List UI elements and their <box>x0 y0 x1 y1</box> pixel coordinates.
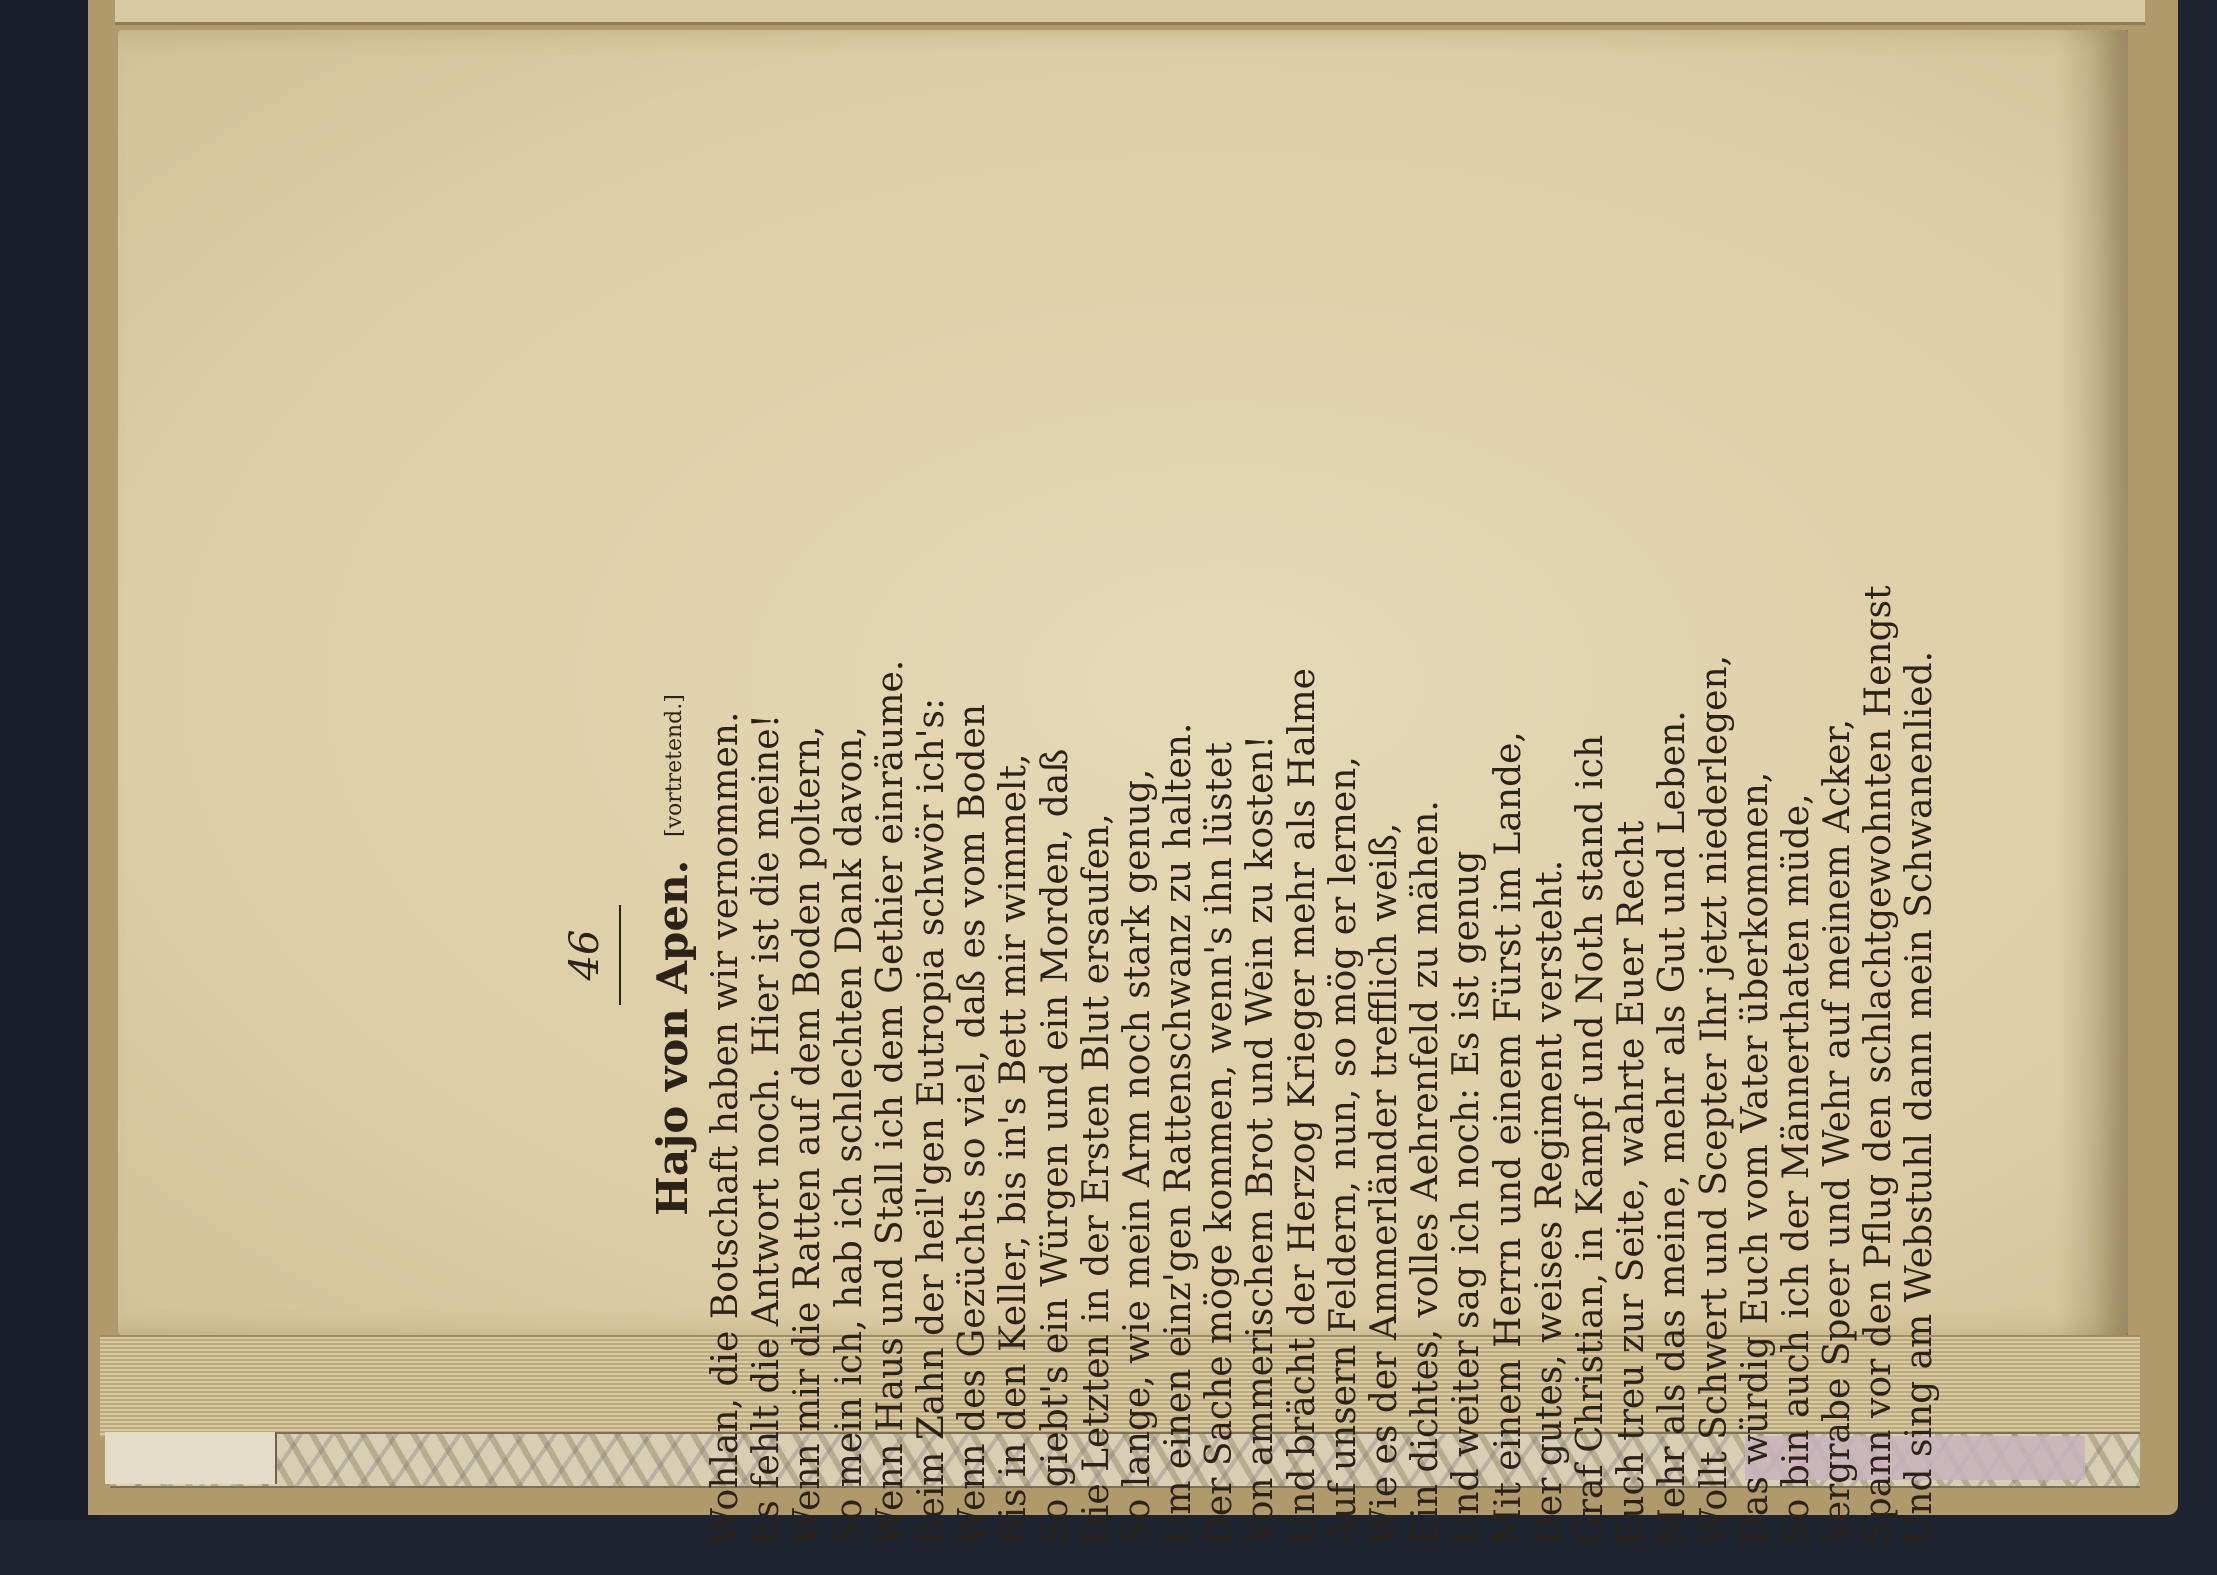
verse-line: Das würdig Euch vom Vater überkommen, <box>1734 771 1776 1545</box>
verse-list <box>705 345 1941 1545</box>
gutter-shadow <box>2058 30 2128 1335</box>
verse-line: Mit einem Herrn und einem Fürst im Lande, <box>1487 731 1529 1545</box>
verse-line: Euch treu zur Seite, wahrte Euer Recht <box>1611 820 1653 1545</box>
speaker-heading <box>645 335 701 1575</box>
speaker-name: Hajo von Apen. <box>648 859 697 1216</box>
verse-line: Und sing am Webstuhl dann mein Schwanenlied. <box>1899 650 1941 1545</box>
verse-line: Graf Christian, in Kampf und Noth stand ich <box>1569 734 1611 1545</box>
verse-line: Wenn mir die Ratten auf dem Boden poltern, <box>787 725 829 1545</box>
verse-line: Der gutes, weises Regiment versteht. <box>1528 859 1570 1545</box>
endpaper-corner <box>105 1432 277 1484</box>
verse-line: Wohlan, die Botschaft haben wir vernommen. <box>705 711 746 1545</box>
verse-line: Vergrabe Speer und Wehr auf meinem Acker, <box>1817 718 1859 1545</box>
verse-line: Es fehlt die Antwort noch. Hier ist die meine! <box>746 713 788 1545</box>
verse-line: Um einen einz'gen Rattenschwanz zu halten. <box>1158 722 1200 1545</box>
rotated-text-block <box>555 335 1985 1575</box>
verse-line: Wenn Haus und Stall ich dem Gethier einräume. <box>869 659 911 1545</box>
verse-line: Auf unsern Feldern, nun, so mög er lernen, <box>1322 756 1364 1545</box>
verse-line: So bin auch ich der Männerthaten müde, <box>1775 793 1817 1545</box>
verse-line: Wollt Schwert und Scepter Ihr jetzt niederlegen, <box>1693 654 1735 1545</box>
page-number: 46 <box>562 929 608 981</box>
verse-line: Bis in den Keller, bis in's Bett mir wimmelt, <box>993 753 1035 1545</box>
book-cover-edge <box>0 0 100 1520</box>
verse-line: Die Letzten in der Ersten Blut ersaufen, <box>1075 813 1117 1545</box>
verse-line: Mehr als das meine, mehr als Gut und Leben. <box>1652 710 1694 1545</box>
verse-line: Ein dichtes, volles Aehrenfeld zu mähen. <box>1405 800 1447 1545</box>
verse-line: Wenn des Gezüchts so viel, daß es vom Boden <box>952 703 994 1545</box>
facing-page-edge <box>115 0 2145 25</box>
verse-line: Und brächt der Herzog Krieger mehr als Halme <box>1281 668 1323 1545</box>
stage-direction: [vortretend.] <box>662 694 687 837</box>
verse-line: Von ammerischem Brot und Wein zu kosten! <box>1240 734 1282 1545</box>
header-rule <box>619 905 621 1005</box>
verse-line: Beim Zahn der heil'gen Eutropia schwör ich's: <box>910 697 952 1545</box>
verse-line: So giebt's ein Würgen und ein Morden, daß <box>1034 748 1076 1545</box>
verse-line: Spann vor den Pflug den schlachtgewohnten Hengst <box>1858 585 1900 1545</box>
verse-line: Und weiter sag ich noch: Es ist genug <box>1446 850 1488 1545</box>
verse-line: So lange, wie mein Arm noch stark genug, <box>1116 768 1158 1545</box>
verse-line: Der Sache möge kommen, wenn's ihn lüstet <box>1199 742 1241 1545</box>
verse-line: So mein ich, hab ich schlechten Dank davon, <box>828 726 870 1545</box>
verse-line: Wie es der Ammerländer trefflich weiß, <box>1364 822 1405 1545</box>
